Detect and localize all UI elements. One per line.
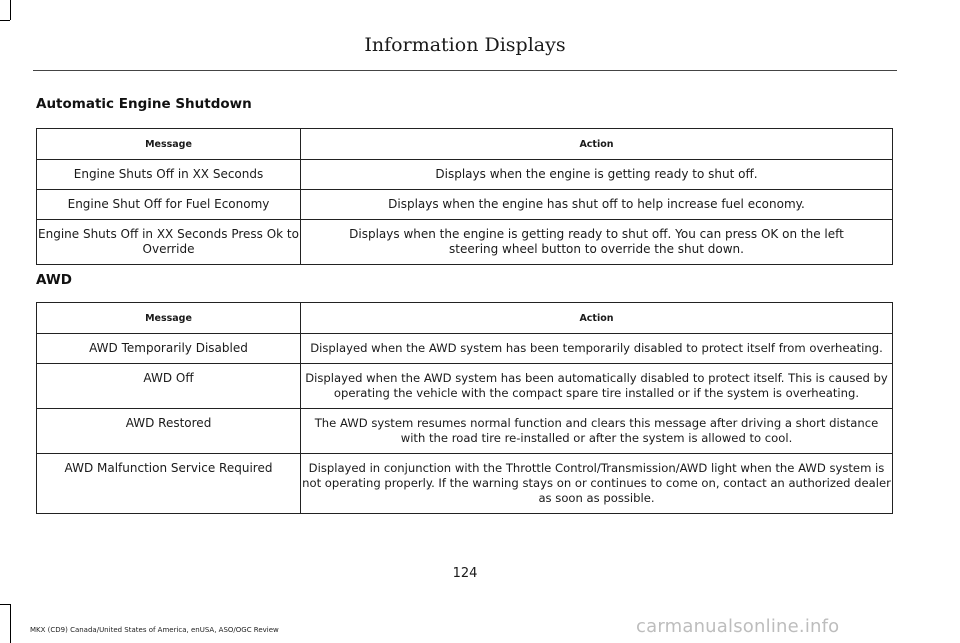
document-id-footer: MKX (CD9) Canada/United States of America, enUSA, ASO/OGC Review: [30, 626, 279, 634]
section-heading-automatic-engine-shutdown: Automatic Engine Shutdown: [36, 96, 252, 112]
message-cell: AWD Restored: [37, 409, 301, 454]
column-header-action: Action: [301, 129, 893, 160]
crop-mark-top-left-horizontal: [0, 20, 10, 21]
automatic-engine-shutdown-table: [36, 128, 893, 265]
section-heading-awd: AWD: [36, 272, 72, 288]
crop-mark-bottom-left-horizontal: [0, 604, 10, 605]
message-cell: Engine Shuts Off in XX Seconds Press Ok to Override: [37, 220, 301, 265]
action-cell: Displayed when the AWD system has been temporarily disabled to protect itself from overheating.: [301, 334, 893, 364]
header-divider: [33, 70, 897, 71]
action-cell: Displays when the engine has shut off to help increase fuel economy.: [301, 190, 893, 220]
column-header-message: Message: [37, 303, 301, 334]
action-cell: The AWD system resumes normal function and clears this message after driving a short distance with the road tire re-installed or after the system is allowed to cool.: [301, 409, 893, 454]
table-header-row: [37, 303, 893, 334]
crop-mark-bottom-left-vertical: [10, 604, 11, 643]
message-cell: AWD Off: [37, 364, 301, 409]
action-cell: Displayed in conjunction with the Throttle Control/Transmission/AWD light when the AWD system is not operating properly. If the warning stays on or continues to come on, contact an authorized dealer as soon as possible.: [301, 454, 893, 514]
column-header-message: Message: [37, 129, 301, 160]
table-row: [37, 409, 893, 454]
action-cell: Displays when the engine is getting ready to shut off.: [301, 160, 893, 190]
table-row: [37, 160, 893, 190]
message-cell: Engine Shut Off for Fuel Economy: [37, 190, 301, 220]
watermark: carmanualsonline.info: [636, 616, 840, 637]
action-cell: Displays when the engine is getting ready to shut off. You can press OK on the left steering wheel button to override the shut down.: [301, 220, 893, 265]
table-header-row: [37, 129, 893, 160]
awd-table: [36, 302, 893, 514]
page-header-title: Information Displays: [364, 34, 566, 56]
action-cell: Displayed when the AWD system has been automatically disabled to protect itself. This is caused by operating the vehicle with the compact spare tire installed or if the system is overheating.: [301, 364, 893, 409]
table-row: [37, 220, 893, 265]
message-cell: AWD Temporarily Disabled: [37, 334, 301, 364]
table-row: [37, 334, 893, 364]
crop-mark-top-left-vertical: [10, 0, 11, 20]
column-header-action: Action: [301, 303, 893, 334]
table-row: [37, 190, 893, 220]
table-row: [37, 454, 893, 514]
message-cell: Engine Shuts Off in XX Seconds: [37, 160, 301, 190]
message-cell: AWD Malfunction Service Required: [37, 454, 301, 514]
table-row: [37, 364, 893, 409]
page-number: 124: [452, 566, 478, 581]
